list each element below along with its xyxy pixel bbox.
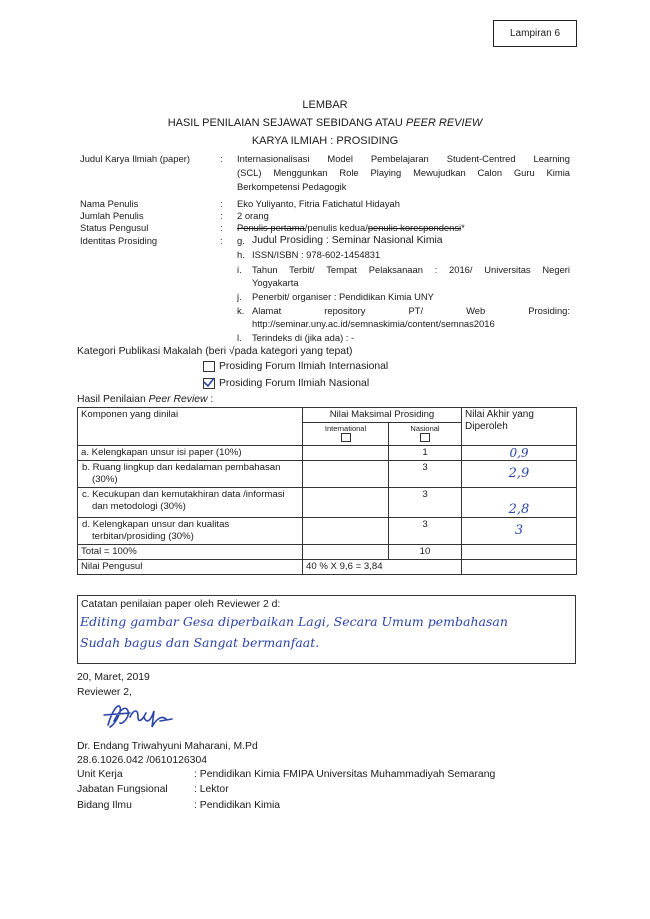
judul-label: Judul Karya Ilmiah (paper) (80, 153, 190, 164)
header-line2: HASIL PENILAIAN SEJAWAT SEBIDANG ATAU PEER REVIEW (167, 117, 483, 129)
lampiran-box: Lampiran 6 (493, 20, 577, 47)
signature-role: Reviewer 2, (77, 687, 132, 698)
row-score: 2,9 (462, 461, 577, 488)
identitas-k-line1: Alamat repository PT/ Web Prosiding: (252, 305, 570, 316)
header-nilai-akhir: Nilai Akhir yang Diperoleh (462, 408, 577, 446)
row-label: b. Ruang lingkup dan kedalaman pembahasan (30%) (78, 461, 303, 488)
jabatan-label: Jabatan Fungsional (77, 784, 168, 795)
check-icon (203, 377, 215, 388)
nasional-checkbox[interactable] (420, 433, 430, 442)
total-label: Total = 100% (78, 545, 303, 560)
row-max: 3 (389, 518, 462, 545)
identitas-h-key: h. (237, 249, 245, 260)
kategori-option-nasional[interactable]: Prosiding Forum Ilmiah Nasional (203, 377, 369, 390)
nama-value: Eko Yuliyanto, Fitria Fatichatul Hidayah (237, 198, 400, 209)
status-value: Penulis pertama/penulis kedua/penulis korespondensi* (237, 222, 465, 233)
catatan-label: Catatan penilaian paper oleh Reviewer 2 d: (81, 599, 281, 610)
identitas-i-key: i. (237, 264, 242, 275)
jumlah-value: 2 orang (237, 210, 269, 221)
checkbox-nasional-checked[interactable] (203, 378, 215, 389)
total-value: 10 (389, 545, 462, 560)
checkbox-internasional[interactable] (203, 361, 215, 372)
row-label: a. Kelengkapan unsur isi paper (10%) (78, 446, 303, 461)
kategori-label: Kategori Publikasi Makalah (beri √pada kategori yang tepat) (77, 346, 353, 357)
row-label: d. Kelengkapan unsur dan kualitas terbitan/prosiding (30%) (78, 518, 303, 545)
identitas-i-line1: Tahun Terbit/ Tempat Pelaksanaan : 2016/ Universitas Negeri (252, 264, 570, 275)
row-international (303, 488, 389, 518)
signature-date: 20, Maret, 2019 (77, 672, 150, 683)
header-komponen: Komponen yang dinilai (78, 408, 303, 446)
header-international: International (303, 423, 389, 446)
row-international (303, 446, 389, 461)
identitas-g-text: Judul Prosiding : Seminar Nasional Kimia (252, 235, 443, 246)
identitas-i-line2: Yogyakarta (252, 277, 299, 288)
judul-colon: : (220, 153, 223, 164)
identitas-label: Identitas Prosiding (80, 235, 158, 246)
judul-line2: (SCL) Menggunkan Role Playing Mewujudkan Calon Guru Kimia (237, 167, 570, 178)
row-max: 3 (389, 461, 462, 488)
bidang-label: Bidang Ilmu (77, 800, 132, 811)
nama-colon: : (220, 198, 223, 209)
reviewer-nip: 28.6.1026.042 /0610126304 (77, 755, 208, 766)
status-label: Status Pengusul (80, 222, 149, 233)
header-line3: KARYA ILMIAH : PROSIDING (251, 135, 399, 147)
jabatan-value: : Lektor (194, 784, 229, 795)
row-international (303, 461, 389, 488)
catatan-handwriting-line2: Sudah bagus dan Sangat bermanfaat. (80, 635, 320, 650)
pengusul-label: Nilai Pengusul (78, 560, 303, 575)
row-international (303, 518, 389, 545)
row-max: 3 (389, 488, 462, 518)
table-row (78, 461, 577, 488)
table-row (78, 488, 577, 518)
nama-label: Nama Penulis (80, 198, 139, 209)
kategori-option-internasional[interactable]: Prosiding Forum Ilmiah Internasional (203, 360, 388, 373)
unit-kerja-label: Unit Kerja (77, 769, 123, 780)
jumlah-label: Jumlah Penulis (80, 210, 144, 221)
table-row (78, 446, 577, 461)
total-akhir (462, 545, 577, 560)
pengusul-akhir (462, 560, 577, 575)
identitas-j-text: Penerbit/ organiser : Pendidikan Kimia UNY (252, 291, 434, 302)
status-colon: : (220, 222, 223, 233)
penilaian-table (77, 407, 577, 575)
identitas-k-line2: http://seminar.uny.ac.id/semnaskimia/content/semnas2016 (252, 318, 495, 329)
table-row (78, 518, 577, 545)
identitas-k-key: k. (237, 305, 245, 316)
row-max: 1 (389, 446, 462, 461)
identitas-j-key: j. (237, 291, 242, 302)
unit-kerja-value: : Pendidikan Kimia FMIPA Universitas Muhammadiyah Semarang (194, 769, 496, 780)
reviewer-name: Dr. Endang Triwahyuni Maharani, M.Pd (77, 741, 258, 752)
identitas-l-text: Terindeks di (jika ada) : - (252, 332, 355, 343)
header-nilai-maksimal: Nilai Maksimal Prosiding (303, 408, 462, 423)
header-line1: LEMBAR (302, 99, 348, 111)
table-total-row (78, 545, 577, 560)
identitas-l-key: l. (237, 332, 242, 343)
judul-line1: Internasionalisasi Model Pembelajaran Student-Centred Learning (237, 153, 570, 164)
row-label: c. Kecukupan dan kemutakhiran data /informasi dan metodologi (30%) (78, 488, 303, 518)
signature-handwritten (100, 697, 180, 733)
identitas-h-text: ISSN/ISBN : 978-602-1454831 (252, 249, 381, 260)
pengusul-formula: 40 % X 9,6 = 3,84 (303, 560, 462, 575)
identitas-colon: : (220, 235, 223, 246)
row-score: 0,9 (462, 446, 577, 461)
row-score: 2,8 (462, 488, 577, 518)
table-header-row (78, 408, 577, 423)
judul-line3: Berkompetensi Pedagogik (237, 181, 347, 192)
identitas-g-key: g. (237, 235, 245, 246)
table-pengusul-row (78, 560, 577, 575)
international-checkbox[interactable] (341, 433, 351, 442)
hasil-penilaian-label: Hasil Penilaian Peer Review : (77, 394, 214, 405)
catatan-handwriting-line1: Editing gambar Gesa diperbaikan Lagi, Secara Umum pembahasan (80, 614, 508, 629)
header-nasional: Nasional (389, 423, 462, 446)
total-international (303, 545, 389, 560)
jumlah-colon: : (220, 210, 223, 221)
bidang-value: : Pendidikan Kimia (194, 800, 281, 811)
row-score: 3 (462, 518, 577, 545)
